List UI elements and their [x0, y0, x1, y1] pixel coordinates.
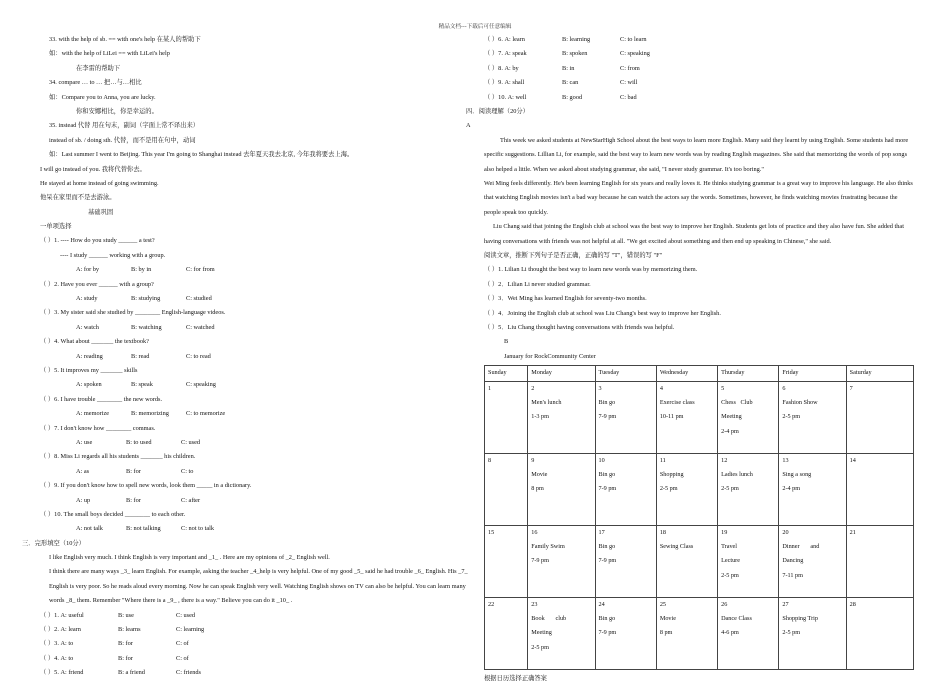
calendar-event-text: Shopping: [659, 470, 684, 478]
calendar-event-text: Movie: [659, 614, 676, 622]
mc-options: A: not talk B: not talking C: not to talk: [76, 525, 215, 533]
calendar-event-text: 7-9 pm: [598, 629, 617, 637]
calendar-table: [484, 365, 914, 669]
mc-options: A: for by B: by in C: for from: [76, 266, 215, 274]
mc-question: （ ）2. Have you ever ______ with a group?: [40, 280, 154, 288]
calendar-day-number: 26: [721, 600, 728, 608]
tf-item: （ ）2．Lilian Li never studied grammar.: [484, 280, 591, 288]
note-line: 如：with the help of LiLei == with LiLei's help: [49, 50, 170, 58]
cloze-options: （ ）10. A: well B: good C: bad: [484, 93, 637, 101]
cloze-options: （ ）6. A: learn B: learning C: to learn: [484, 36, 647, 43]
calendar-day-cell: [846, 453, 913, 525]
section-title: 一单项选择: [40, 223, 72, 231]
note-line: 33. with the help of sb. == with one's help 在某人的帮助下: [49, 36, 201, 43]
calendar-event-text: 4-6 pm: [721, 629, 739, 637]
calendar-week-row: [485, 597, 914, 669]
calendar-day-cell: [718, 381, 779, 453]
calendar-day-number: 8: [488, 456, 492, 464]
mc-options: A: spoken B: speak C: speaking: [76, 381, 216, 389]
mc-options: A: study B: studying C: studied: [76, 295, 212, 303]
calendar-day-number: 16: [531, 528, 538, 536]
calendar-event-text: Bin go: [598, 398, 616, 406]
calendar-day-cell: [656, 597, 717, 669]
calendar-day-number: 21: [849, 528, 856, 536]
cloze-options: （ ）2. A: learn B: learns C: learning: [40, 626, 205, 634]
mc-question-line2: ---- I study ______ working with a group.: [60, 251, 166, 259]
calendar-day-cell: [528, 597, 595, 669]
cloze-options: （ ）9. A: shall B: can C: will: [484, 79, 638, 87]
calendar-event-text: Exercise class: [659, 398, 695, 406]
calendar-day-cell: [779, 597, 846, 669]
calendar-event-text: 2-5 pm: [531, 643, 549, 651]
calendar-event-text: 8 pm: [531, 485, 544, 493]
calendar-event-text: 2-5 pm: [782, 413, 801, 421]
mc-question: （ ）9. If you don't know how to spell new words, look them _____ in a dictionary.: [40, 482, 252, 490]
calendar-week-row: [485, 453, 914, 525]
calendar-day-cell: [718, 453, 779, 525]
section-title: 四．阅读理解（20分）: [466, 107, 529, 115]
calendar-day-cell: [656, 525, 717, 597]
calendar-day-number: 2: [531, 384, 535, 392]
mc-question: （ ）8. Miss Li regards all his students _______ his children.: [40, 453, 196, 461]
note-line: 你和安娜相比，你是幸运的。: [76, 107, 158, 115]
calendar-day-number: 13: [782, 456, 789, 464]
calendar-event-text: Lecture: [721, 557, 740, 565]
mc-question: （ ）5. It improves my _______ skills: [40, 366, 138, 374]
calendar-day-number: 19: [721, 528, 728, 536]
calendar-event-text: Meeting: [721, 413, 742, 421]
calendar-event-text: Chess Club: [721, 398, 753, 406]
mc-options: A: memorize B: memorizing C: to memorize: [76, 410, 226, 418]
calendar-header: Friday: [779, 366, 846, 381]
calendar-day-cell: [779, 525, 846, 597]
calendar-event-text: 7-9 pm: [598, 557, 617, 565]
note-line: 35. instead 代替 用在句末，副词（字面上常不译出来）: [49, 122, 200, 130]
calendar-day-number: 27: [782, 600, 789, 608]
cloze-options: （ ）4. A: to B: for C: of: [40, 654, 189, 662]
part-label: B: [504, 338, 509, 346]
part-label: A: [466, 122, 471, 130]
calendar-day-cell: [779, 453, 846, 525]
tf-item: （ ）1. Lilian Li thought the best way to learn new words was by memorizing them.: [484, 266, 698, 274]
calendar-event-text: Dancing: [782, 557, 804, 565]
calendar-event-text: Dance Class: [721, 614, 752, 622]
calendar-header: Monday: [528, 366, 595, 381]
tf-item: （ ）4．Joining the English club at school was Liu Chang's best way to improve her English.: [484, 309, 721, 317]
calendar-day-number: 6: [782, 384, 786, 392]
note-line: 34. compare … to … 把…与…相比: [49, 79, 142, 87]
calendar-event-text: 1-3 pm: [531, 413, 549, 421]
calendar-day-cell: [846, 597, 913, 669]
calendar-day-cell: [846, 525, 913, 597]
calendar-day-number: 4: [659, 384, 663, 392]
calendar-day-number: 23: [531, 600, 538, 608]
calendar-day-number: 28: [849, 600, 856, 608]
calendar-title: January for RockCommunity Center: [504, 352, 596, 360]
right-column: [466, 33, 914, 686]
mc-question: （ ）10. The small boys decided ________ to each other.: [40, 510, 186, 518]
calendar-event-text: Bin go: [598, 542, 616, 550]
calendar-event-text: Shopping Trip: [782, 614, 818, 622]
calendar-event-text: Family Swim: [531, 542, 565, 550]
mc-question: （ ）7. I don't know how ________ commas.: [40, 424, 156, 432]
calendar-event-text: Dinner and: [782, 542, 820, 550]
mc-question: （ ）4. What about _______ the textbook?: [40, 338, 149, 346]
calendar-event-text: Travel: [721, 542, 738, 550]
cloze-options: （ ）7. A: speak B: spoken C: speaking: [484, 50, 650, 58]
cloze-paragraph: I think there are many ways _3_ learn English. For example, asking the teacher _4_help is very helpful. One of my good _5_ said he had trouble _6_ English. His _7_ English is very poor. So he reads aloud every morning. Now he can speak English very well. Watching English shows on TV can also be helpful. You can learn many words _8_ them. Remember "Where there is a _9_ , there is a way." Believe you can do it _10_ .: [49, 568, 468, 605]
calendar-day-cell: [779, 381, 846, 453]
section-basic-title: 基础巩固: [88, 208, 114, 216]
cloze-options: （ ）5. A: friend B: a friend C: friends: [40, 669, 202, 677]
calendar-event-text: Fashion Show: [782, 398, 818, 406]
calendar-header-row: [485, 366, 914, 381]
page-header: 精品文档---下载后可任意编辑: [438, 24, 512, 30]
calendar-day-cell: [718, 525, 779, 597]
calendar-day-cell: [485, 381, 528, 453]
calendar-event-text: 2-5 pm: [782, 629, 801, 637]
calendar-day-cell: [528, 381, 595, 453]
note-line: 他呆在家里而不是去游泳。: [40, 194, 116, 202]
calendar-event-text: Meeting: [531, 629, 552, 637]
calendar-event-text: 2-5 pm: [721, 571, 739, 579]
tf-item: （ ）5．Liu Chang thought having conversations with friends was helpful.: [484, 323, 675, 331]
calendar-day-number: 3: [598, 384, 602, 392]
calendar-day-cell: [485, 525, 528, 597]
calendar-day-number: 11: [659, 456, 666, 464]
note-line: He stayed at home instead of going swimming.: [40, 179, 159, 187]
calendar-week-row: [485, 381, 914, 453]
calendar-day-number: 1: [488, 384, 492, 392]
calendar-day-cell: [595, 381, 656, 453]
calendar-day-cell: [528, 525, 595, 597]
calendar-event-text: Book club: [531, 614, 567, 622]
calendar-event-text: Ladies lunch: [721, 470, 753, 478]
section-title: 三．完形填空（10分）: [22, 539, 85, 547]
calendar-day-cell: [595, 453, 656, 525]
calendar-day-number: 24: [598, 600, 605, 608]
calendar-day-number: 7: [849, 384, 853, 392]
mc-options: A: watch B: watching C: watched: [76, 323, 215, 331]
calendar-day-number: 9: [531, 456, 535, 464]
calendar-header: Sunday: [485, 366, 528, 381]
cloze-options: （ ）3. A: to B: for C: of: [40, 640, 189, 648]
calendar-event-text: 2-5 pm: [721, 485, 739, 493]
calendar-day-cell: [528, 453, 595, 525]
passage-paragraph: This week we asked students at NewStarHigh School about the best ways to learn more English. Many said they learnt by using English. Some students had more specific suggestions. Lillian Li, for example, said the best way to learn new words was by reading English magazines. She said that memorizing the words of pop songs also helped a little. When we asked about studying grammar, she said, "I never study grammar. It's too boring.": [484, 136, 909, 173]
calendar-header: Wednesday: [656, 366, 717, 381]
calendar-event-text: 2-4 pm: [782, 485, 801, 493]
calendar-day-cell: [485, 453, 528, 525]
calendar-week-row: [485, 525, 914, 597]
calendar-day-number: 5: [721, 384, 725, 392]
mc-question: （ ）1. ---- How do you study ______ a test?: [40, 237, 155, 245]
calendar-day-cell: [846, 381, 913, 453]
tf-instruction: 阅读文章，推断下列句子是否正确，正确的写 "T"，错误的写 "F": [484, 251, 663, 259]
calendar-day-cell: [595, 597, 656, 669]
tf-item: （ ）3．Wei Ming has learned English for seventy-two months.: [484, 295, 647, 303]
calendar-day-number: 15: [488, 528, 495, 536]
calendar-day-number: 20: [782, 528, 789, 536]
calendar-header: Tuesday: [595, 366, 656, 381]
calendar-body: [485, 381, 914, 669]
calendar-event-text: Sewing Class: [659, 542, 694, 550]
calendar-event-text: Men's lunch: [531, 398, 562, 406]
calendar-day-number: 18: [659, 528, 666, 536]
calendar-event-text: 10-11 pm: [659, 413, 684, 421]
mc-options: A: use B: to used C: used: [76, 438, 201, 446]
mc-options: A: reading B: read C: to read: [76, 352, 211, 360]
calendar-event-text: 7-9 pm: [598, 485, 617, 493]
calendar-day-cell: [656, 453, 717, 525]
calendar-header: Thursday: [718, 366, 779, 381]
calendar-event-text: 7-11 pm: [782, 571, 803, 579]
calendar-event-text: 7-9 pm: [531, 557, 549, 565]
calendar-day-number: 25: [659, 600, 666, 608]
calendar-event-text: 8 pm: [659, 629, 673, 637]
calendar-day-number: 17: [598, 528, 605, 536]
cloze-options: （ ）8. A: by B: in C: from: [484, 64, 640, 72]
passage-paragraph: Liu Chang said that joining the English club at school was the best way to improve her English. Students get lots of practice and they also have fun. She added that having conversations with friends was not helpful at all. "We get excited about something and then end up speaking in Chinese," she said.: [484, 223, 904, 245]
mc-options: A: up B: for C: after: [76, 496, 201, 504]
calendar-question: 根据日历选择正确答案: [484, 674, 547, 682]
calendar-event-text: 2-4 pm: [721, 427, 739, 435]
calendar-day-cell: [595, 525, 656, 597]
calendar-event-text: 2-5 pm: [659, 485, 678, 493]
calendar-day-cell: [485, 597, 528, 669]
calendar-day-cell: [718, 597, 779, 669]
note-line: 在李雷的帮助下: [76, 64, 121, 72]
calendar-header: Saturday: [846, 366, 913, 381]
note-line: 如：Compare you to Anna, you are lucky.: [49, 93, 156, 101]
calendar-day-number: 14: [849, 456, 856, 464]
mc-options: A: as B: for C: to: [76, 467, 194, 475]
calendar-day-number: 12: [721, 456, 728, 464]
calendar-day-cell: [656, 381, 717, 453]
calendar-event-text: Bin go: [598, 614, 616, 622]
calendar-event-text: Movie: [531, 470, 548, 478]
cloze-paragraph: I like English very much. I think English is very important and _1_ . Here are my opinions of _2_ English well.: [49, 554, 330, 562]
calendar-day-number: 22: [488, 600, 495, 608]
calendar-event-text: Sing a song: [782, 470, 812, 478]
calendar-event-text: 7-9 pm: [598, 413, 617, 421]
note-line: instead of sb. / doing sth. 代替，而不是用在句中，动词: [49, 136, 196, 144]
passage-paragraph: Wei Ming feels differently. He's been learning English for six years and really loves it. He thinks studying grammar is a great way to improve his language. He also thinks that watching English movies isn't a bad way because he can watch the actors say the words. Sometimes, however, he finds watching movies frustrating because the people speak too quickly.: [484, 179, 913, 216]
cloze-options: （ ）1. A: useful B: use C: used: [40, 611, 196, 619]
mc-question: （ ）3. My sister said she studied by ________ English-language videos.: [40, 309, 226, 317]
note-line: I will go instead of you. 我将代替你去。: [40, 165, 146, 173]
note-line: 如：Last summer I went to Beijing. This year I'm going to Shanghai instead 去年夏天我去北京, 今年我将要去上海。: [49, 151, 354, 159]
left-column: [22, 33, 470, 681]
calendar-event-text: Bin go: [598, 470, 616, 478]
calendar-day-number: 10: [598, 456, 605, 464]
mc-question: （ ）6. I have trouble ________ the new words.: [40, 395, 163, 403]
